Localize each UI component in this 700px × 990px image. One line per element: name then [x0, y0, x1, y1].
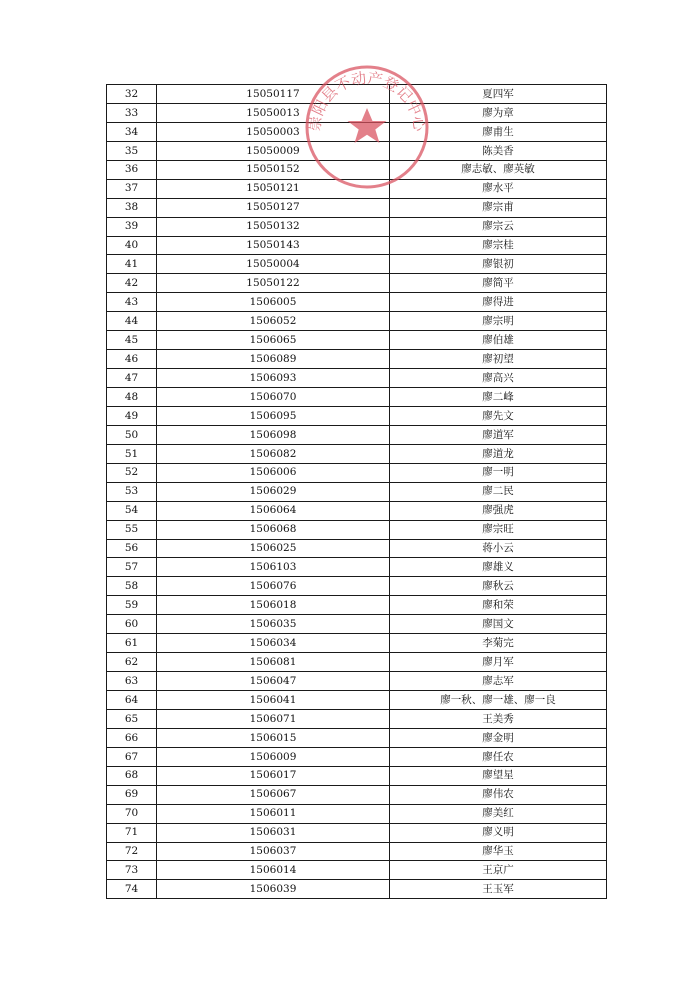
owner-name-cell: 廖为章 [390, 103, 607, 122]
owner-name-cell: 廖国文 [390, 615, 607, 634]
table-row [107, 539, 607, 558]
table-row [107, 198, 607, 217]
row-number-cell: 32 [107, 85, 157, 104]
parcel-code-cell: 1506047 [157, 672, 390, 691]
table-row [107, 501, 607, 520]
row-number-cell: 58 [107, 577, 157, 596]
owner-name-cell: 廖简平 [390, 274, 607, 293]
table-row [107, 122, 607, 141]
parcel-code-cell: 15050009 [157, 141, 390, 160]
parcel-code-cell: 1506068 [157, 520, 390, 539]
row-number-cell: 51 [107, 444, 157, 463]
parcel-code-cell: 1506093 [157, 369, 390, 388]
table-row [107, 520, 607, 539]
row-number-cell: 35 [107, 141, 157, 160]
parcel-code-cell: 1506014 [157, 861, 390, 880]
table-row [107, 331, 607, 350]
owner-name-cell: 廖二民 [390, 482, 607, 501]
row-number-cell: 49 [107, 406, 157, 425]
owner-name-cell: 王玉军 [390, 880, 607, 899]
row-number-cell: 57 [107, 558, 157, 577]
parcel-code-cell: 1506041 [157, 691, 390, 710]
parcel-code-cell: 1506082 [157, 444, 390, 463]
owner-name-cell: 廖美红 [390, 804, 607, 823]
table-row [107, 255, 607, 274]
parcel-code-cell: 15050004 [157, 255, 390, 274]
owner-name-cell: 廖雄义 [390, 558, 607, 577]
table-row [107, 823, 607, 842]
parcel-code-cell: 15050013 [157, 103, 390, 122]
parcel-code-cell: 15050127 [157, 198, 390, 217]
row-number-cell: 70 [107, 804, 157, 823]
row-number-cell: 60 [107, 615, 157, 634]
row-number-cell: 40 [107, 236, 157, 255]
owner-name-cell: 夏四军 [390, 85, 607, 104]
owner-name-cell: 廖银初 [390, 255, 607, 274]
parcel-code-cell: 1506052 [157, 312, 390, 331]
owner-name-cell: 廖得进 [390, 293, 607, 312]
table-row [107, 482, 607, 501]
owner-name-cell: 廖义明 [390, 823, 607, 842]
row-number-cell: 48 [107, 388, 157, 407]
row-number-cell: 56 [107, 539, 157, 558]
parcel-code-cell: 1506017 [157, 766, 390, 785]
table-row [107, 842, 607, 861]
row-number-cell: 34 [107, 122, 157, 141]
row-number-cell: 37 [107, 179, 157, 198]
owner-name-cell: 廖伟农 [390, 785, 607, 804]
owner-name-cell: 蒋小云 [390, 539, 607, 558]
row-number-cell: 73 [107, 861, 157, 880]
parcel-code-cell: 1506103 [157, 558, 390, 577]
parcel-code-cell: 15050143 [157, 236, 390, 255]
owner-name-cell: 廖伯雄 [390, 331, 607, 350]
owner-name-cell: 廖一秋、廖一雄、廖一良 [390, 691, 607, 710]
table-row [107, 179, 607, 198]
table-row [107, 804, 607, 823]
row-number-cell: 67 [107, 747, 157, 766]
table-row [107, 691, 607, 710]
owner-name-cell: 廖道龙 [390, 444, 607, 463]
parcel-code-cell: 1506064 [157, 501, 390, 520]
table-row [107, 766, 607, 785]
row-number-cell: 62 [107, 653, 157, 672]
owner-name-cell: 廖望星 [390, 766, 607, 785]
owner-name-cell: 廖一明 [390, 463, 607, 482]
table-row [107, 861, 607, 880]
table-row [107, 350, 607, 369]
parcel-code-cell: 1506025 [157, 539, 390, 558]
table-row [107, 747, 607, 766]
seal-text: 崇阳县不动产登记中心 [305, 68, 429, 133]
owner-name-cell: 王美秀 [390, 709, 607, 728]
owner-name-cell: 廖宗桂 [390, 236, 607, 255]
row-number-cell: 66 [107, 728, 157, 747]
owner-name-cell: 廖道军 [390, 425, 607, 444]
owner-name-cell: 廖甫生 [390, 122, 607, 141]
table-row [107, 293, 607, 312]
row-number-cell: 61 [107, 634, 157, 653]
parcel-code-cell: 15050122 [157, 274, 390, 293]
table-row [107, 634, 607, 653]
parcel-code-cell: 15050132 [157, 217, 390, 236]
owner-name-cell: 廖华玉 [390, 842, 607, 861]
parcel-code-cell: 1506018 [157, 596, 390, 615]
owner-name-cell: 廖宗旺 [390, 520, 607, 539]
parcel-code-cell: 1506029 [157, 482, 390, 501]
parcel-code-cell: 1506076 [157, 577, 390, 596]
row-number-cell: 55 [107, 520, 157, 539]
row-number-cell: 43 [107, 293, 157, 312]
row-number-cell: 45 [107, 331, 157, 350]
table-row [107, 558, 607, 577]
table-row [107, 653, 607, 672]
table-row [107, 103, 607, 122]
parcel-code-cell: 1506037 [157, 842, 390, 861]
parcel-code-cell: 1506006 [157, 463, 390, 482]
owner-name-cell: 廖和荣 [390, 596, 607, 615]
row-number-cell: 46 [107, 350, 157, 369]
row-number-cell: 38 [107, 198, 157, 217]
owner-name-cell: 廖先文 [390, 406, 607, 425]
parcel-code-cell: 1506011 [157, 804, 390, 823]
table-row [107, 312, 607, 331]
owner-name-cell: 廖志军 [390, 672, 607, 691]
parcel-code-cell: 15050152 [157, 160, 390, 179]
parcel-code-cell: 1506065 [157, 331, 390, 350]
row-number-cell: 50 [107, 425, 157, 444]
table-row [107, 728, 607, 747]
parcel-code-cell: 1506005 [157, 293, 390, 312]
owner-name-cell: 廖二峰 [390, 388, 607, 407]
row-number-cell: 72 [107, 842, 157, 861]
table-row [107, 160, 607, 179]
row-number-cell: 59 [107, 596, 157, 615]
parcel-code-cell: 1506081 [157, 653, 390, 672]
table-row [107, 672, 607, 691]
table-row [107, 463, 607, 482]
table-row [107, 785, 607, 804]
parcel-code-cell: 1506031 [157, 823, 390, 842]
row-number-cell: 42 [107, 274, 157, 293]
table-row [107, 141, 607, 160]
registry-table-body [107, 85, 607, 899]
row-number-cell: 64 [107, 691, 157, 710]
table-row [107, 236, 607, 255]
table-row [107, 406, 607, 425]
parcel-code-cell: 1506039 [157, 880, 390, 899]
parcel-code-cell: 15050117 [157, 85, 390, 104]
table-row [107, 577, 607, 596]
table-row [107, 274, 607, 293]
table-row [107, 369, 607, 388]
owner-name-cell: 李菊完 [390, 634, 607, 653]
parcel-code-cell: 1506089 [157, 350, 390, 369]
row-number-cell: 71 [107, 823, 157, 842]
row-number-cell: 52 [107, 463, 157, 482]
owner-name-cell: 廖宗甫 [390, 198, 607, 217]
table-row [107, 615, 607, 634]
row-number-cell: 44 [107, 312, 157, 331]
row-number-cell: 33 [107, 103, 157, 122]
row-number-cell: 53 [107, 482, 157, 501]
row-number-cell: 68 [107, 766, 157, 785]
row-number-cell: 69 [107, 785, 157, 804]
owner-name-cell: 廖金明 [390, 728, 607, 747]
table-row [107, 444, 607, 463]
registry-table [106, 84, 607, 899]
table-row [107, 880, 607, 899]
owner-name-cell: 廖秋云 [390, 577, 607, 596]
table-row [107, 388, 607, 407]
parcel-code-cell: 1506067 [157, 785, 390, 804]
table-row [107, 596, 607, 615]
row-number-cell: 47 [107, 369, 157, 388]
row-number-cell: 41 [107, 255, 157, 274]
table-row [107, 425, 607, 444]
parcel-code-cell: 1506015 [157, 728, 390, 747]
row-number-cell: 74 [107, 880, 157, 899]
row-number-cell: 65 [107, 709, 157, 728]
parcel-code-cell: 1506034 [157, 634, 390, 653]
parcel-code-cell: 1506070 [157, 388, 390, 407]
table-row [107, 85, 607, 104]
row-number-cell: 39 [107, 217, 157, 236]
owner-name-cell: 廖月军 [390, 653, 607, 672]
owner-name-cell: 王京广 [390, 861, 607, 880]
parcel-code-cell: 1506095 [157, 406, 390, 425]
owner-name-cell: 廖宗云 [390, 217, 607, 236]
row-number-cell: 54 [107, 501, 157, 520]
owner-name-cell: 廖志敏、廖英敏 [390, 160, 607, 179]
parcel-code-cell: 1506098 [157, 425, 390, 444]
owner-name-cell: 廖强虎 [390, 501, 607, 520]
parcel-code-cell: 15050003 [157, 122, 390, 141]
row-number-cell: 63 [107, 672, 157, 691]
parcel-code-cell: 1506071 [157, 709, 390, 728]
owner-name-cell: 廖初望 [390, 350, 607, 369]
parcel-code-cell: 1506009 [157, 747, 390, 766]
parcel-code-cell: 15050121 [157, 179, 390, 198]
owner-name-cell: 廖宗明 [390, 312, 607, 331]
table-row [107, 709, 607, 728]
owner-name-cell: 廖水平 [390, 179, 607, 198]
row-number-cell: 36 [107, 160, 157, 179]
parcel-code-cell: 1506035 [157, 615, 390, 634]
owner-name-cell: 陈美香 [390, 141, 607, 160]
table-row [107, 217, 607, 236]
owner-name-cell: 廖任农 [390, 747, 607, 766]
owner-name-cell: 廖高兴 [390, 369, 607, 388]
